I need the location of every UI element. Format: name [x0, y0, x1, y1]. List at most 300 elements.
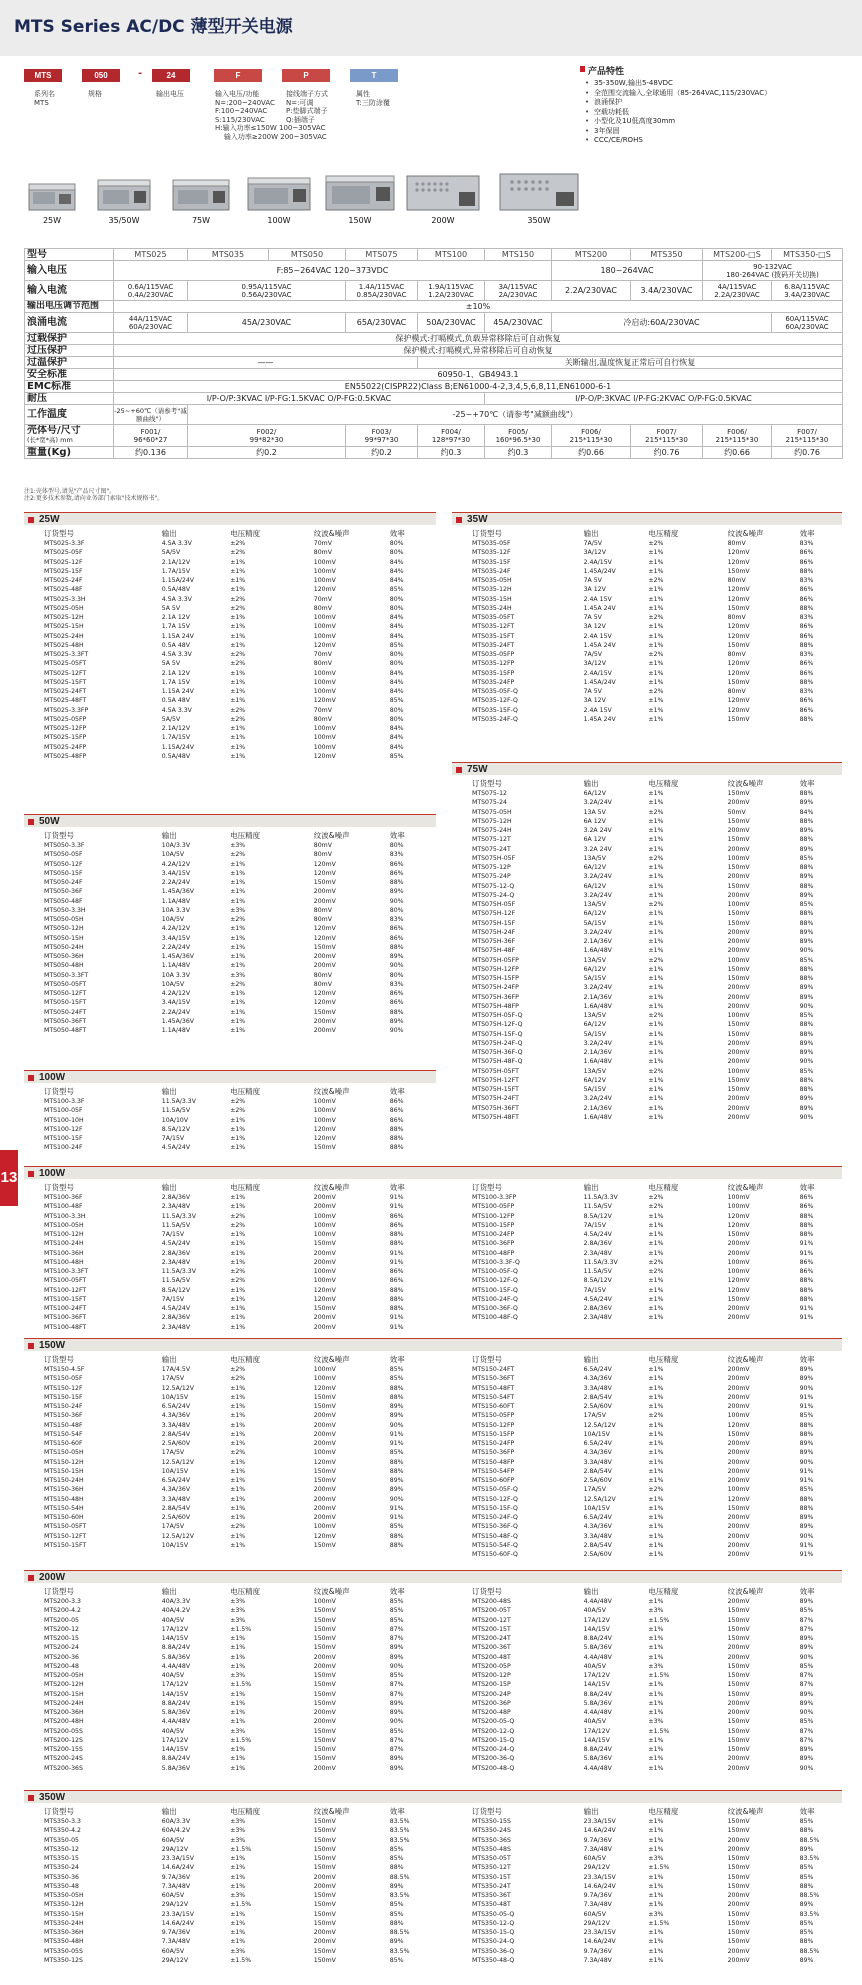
column-header: 电压精度	[648, 1807, 679, 1816]
table-cell: 150mV	[727, 641, 750, 649]
table-cell: 85%	[799, 1412, 814, 1420]
table-row	[472, 909, 832, 918]
column-header: 订货型号	[44, 529, 74, 538]
table-cell: 86%	[799, 623, 814, 631]
table-cell: 10A/15V	[583, 1504, 610, 1512]
table-cell: 85%	[799, 1864, 814, 1872]
table-cell: 8.5A/12V	[161, 1125, 191, 1133]
column-header: 订货型号	[44, 1807, 74, 1816]
table-cell: 83%	[799, 540, 814, 547]
table-cell: ±1%	[230, 1008, 246, 1016]
table-cell: MTS150-24F-Q	[472, 1514, 518, 1521]
table-cell: ±1%	[648, 558, 664, 566]
table-cell: 120mV	[727, 706, 750, 714]
spec-cell: EN55022(CISPR22)Class B;EN61000-4-2,3,4,5,6,8,11,EN61000-6-1	[114, 381, 843, 393]
table-cell: MTS200-48-Q	[472, 1764, 515, 1772]
table-cell: 200mV	[727, 1440, 750, 1447]
table-cell: 150mV	[727, 678, 750, 686]
table-cell: MTS075-24P	[472, 873, 511, 881]
table-row	[472, 1910, 832, 1919]
table-cell: ±1.5%	[648, 1672, 670, 1679]
table-row	[472, 604, 832, 613]
table-cell: 88%	[799, 1295, 814, 1303]
table-cell: MTS025-12FP	[44, 725, 87, 732]
table-cell: ±1%	[230, 1125, 246, 1133]
table-cell: 88%	[389, 1393, 404, 1401]
table-cell: 2.1A/12V	[161, 558, 191, 566]
table-header	[44, 526, 424, 539]
section-25w	[24, 512, 436, 792]
spec-row-inrush	[25, 313, 843, 333]
table-row	[44, 1690, 424, 1699]
spec-row-withstand	[25, 393, 843, 405]
column-header: 电压精度	[230, 1587, 261, 1596]
table-cell: 91%	[389, 1440, 404, 1447]
table-cell: 7A/15V	[583, 1286, 606, 1294]
table-cell: 60A/3.3V	[161, 1818, 191, 1825]
table-cell: MTS025-24FP	[44, 743, 87, 751]
table-cell: MTS025-05FP	[44, 715, 87, 723]
table-row	[44, 1193, 424, 1202]
table-cell: 13A/5V	[583, 1067, 606, 1075]
column-header: 输出	[161, 1587, 177, 1596]
table-cell: ±1.5%	[230, 1956, 252, 1964]
table-cell: ±1%	[230, 1764, 246, 1772]
table-row	[44, 1458, 424, 1467]
product-200w	[404, 170, 482, 225]
table-cell: 150mV	[313, 1947, 336, 1955]
spec-cell: 约0.3	[418, 447, 485, 459]
table-cell: 89%	[799, 938, 814, 945]
table-cell: 90%	[799, 1384, 814, 1392]
table-cell: 14.6A/24V	[583, 1882, 616, 1890]
column-header: 效率	[799, 529, 815, 538]
table-cell: MTS150-36H	[44, 1486, 84, 1494]
table-cell: 91%	[389, 1203, 404, 1211]
table-cell: 1.45A/36V	[161, 888, 194, 896]
table-cell: 2.1A 12V	[161, 669, 190, 677]
table-cell: ±1%	[648, 993, 664, 1001]
table-cell: ±3%	[648, 1662, 664, 1670]
table-cell: 88%	[389, 1384, 404, 1392]
spec-cell: 冷启动:60A/230VAC	[552, 313, 772, 333]
table-cell: 86%	[389, 1268, 404, 1275]
table-row	[472, 1845, 832, 1854]
table-cell: MTS075H-36F-Q	[472, 1049, 523, 1056]
table-cell: MTS075-12T	[472, 836, 511, 844]
table-cell: 150mV	[727, 1616, 750, 1624]
table-cell: 88%	[799, 1231, 814, 1238]
spec-label: 工作温度	[25, 405, 114, 425]
table-cell: 83%	[389, 916, 404, 923]
table-cell: 70mV	[313, 540, 332, 547]
table-cell: 3A/12V	[583, 549, 606, 557]
table-cell: 2.8A/36V	[161, 1249, 191, 1257]
column-header: 效率	[389, 1355, 405, 1364]
table-cell: 200mV	[727, 1393, 750, 1401]
spec-cell: 60950-1、GB4943.1	[114, 369, 843, 381]
table-cell: MTS200-05	[44, 1616, 79, 1624]
column-header: 纹波&噪声	[313, 529, 350, 538]
table-cell: 150mV	[727, 1030, 750, 1038]
table-cell: 14A/15V	[161, 1635, 189, 1642]
table-cell: 150mV	[313, 1644, 336, 1652]
table-cell: ±1%	[648, 1836, 664, 1844]
table-header	[44, 828, 424, 841]
table-cell: 2.3A/48V	[161, 1258, 191, 1266]
table-cell: 12.5A/12V	[583, 1421, 616, 1429]
table-cell: 100mV	[313, 669, 336, 677]
table-row	[44, 1836, 424, 1845]
spec-cell: 约0.66	[703, 447, 772, 459]
table-cell: ±1%	[648, 910, 664, 918]
table-row	[44, 1745, 424, 1754]
table-cell: 150mV	[313, 943, 336, 951]
table-row	[472, 1039, 832, 1048]
column-header: 输出	[161, 1807, 177, 1816]
table-row	[472, 1286, 832, 1295]
table-cell: 89%	[389, 1486, 404, 1494]
table-cell: 88%	[389, 1135, 404, 1142]
table-cell: MTS050-05F	[44, 851, 83, 859]
table-cell: 200mV	[727, 938, 750, 945]
table-row	[44, 1900, 424, 1909]
table-cell: ±1.5%	[230, 1901, 252, 1909]
table-cell: 10A/5V	[161, 980, 185, 988]
table-row	[44, 613, 424, 622]
table-cell: 13A 5V	[583, 808, 606, 816]
table-cell: ±1%	[230, 1644, 246, 1652]
table-cell: 1.15A/24V	[161, 743, 194, 751]
table-cell: 8.5A/12V	[583, 1277, 612, 1285]
table-cell: 150mV	[313, 1681, 336, 1689]
table-row	[472, 1873, 832, 1882]
table-cell: MTS075H-24F-Q	[472, 1039, 523, 1047]
order-table	[472, 776, 832, 1122]
table-cell: MTS350-48	[44, 1882, 79, 1890]
table-cell: 88%	[389, 1286, 404, 1294]
table-row	[472, 558, 832, 567]
table-cell: 80%	[389, 706, 404, 714]
table-cell: 6A/12V	[583, 1021, 606, 1029]
table-cell: 8.8A/24V	[583, 1635, 612, 1642]
table-cell: ±1%	[648, 604, 664, 612]
table-cell: 88%	[389, 1008, 404, 1016]
table-cell: MTS350-24T	[472, 1882, 511, 1890]
table-row	[44, 1513, 424, 1522]
table-cell: 4.4A/48V	[583, 1764, 612, 1772]
table-cell: ±1%	[648, 1249, 664, 1257]
table-cell: MTS100-36F	[44, 1194, 83, 1201]
table-cell: 80%	[389, 549, 404, 557]
table-cell: 13A/5V	[583, 1012, 606, 1019]
table-cell: MTS200-24H	[44, 1699, 84, 1707]
table-cell: 150mV	[313, 1240, 336, 1248]
table-row	[472, 1193, 832, 1202]
column-header: 纹波&噪声	[313, 1587, 350, 1596]
table-cell: 2.1A 12V	[161, 614, 190, 621]
table-cell: 150mV	[313, 1864, 336, 1872]
table-cell: MTS075H-05FT	[472, 1067, 519, 1075]
table-cell: ±2%	[648, 1203, 664, 1211]
spec-cell: 1.9A/115VAC 1.2A/230VAC	[418, 281, 485, 301]
table-cell: 200mV	[313, 1258, 336, 1266]
table-cell: ±1.5%	[230, 1625, 252, 1633]
spec-cell: 约0.136	[114, 447, 188, 459]
table-cell: 87%	[389, 1690, 404, 1698]
table-row	[472, 1230, 832, 1239]
table-cell: 80mV	[313, 916, 332, 923]
table-cell: 88%	[799, 1076, 814, 1084]
spec-cell: MTS025	[114, 249, 188, 261]
table-row	[472, 817, 832, 826]
spec-cell: 6.8A/115VAC 3.4A/230VAC	[772, 281, 843, 301]
table-cell: 120mV	[727, 595, 750, 603]
table-cell: 200mV	[727, 799, 750, 807]
table-cell: 84%	[389, 743, 404, 751]
table-cell: MTS025-24F	[44, 577, 83, 584]
table-cell: 150mV	[313, 1736, 336, 1744]
table-cell: MTS025-24H	[44, 632, 84, 640]
table-cell: 100mV	[313, 1268, 336, 1275]
table-cell: ±1%	[230, 1873, 246, 1881]
table-row	[44, 850, 424, 859]
spec-cell: -25~+70℃（请参考"减额曲线"）	[188, 405, 843, 425]
table-cell: 1.7A/15V	[161, 567, 191, 575]
table-cell: 89%	[389, 1644, 404, 1652]
table-row	[472, 1854, 832, 1863]
table-cell: ±2%	[230, 851, 246, 859]
table-row	[472, 1891, 832, 1900]
table-cell: MTS150-15F-Q	[472, 1504, 518, 1512]
table-cell: MTS100-36H	[44, 1249, 84, 1257]
table-cell: ±3%	[230, 1827, 246, 1835]
table-cell: MTS100-10H	[44, 1116, 84, 1124]
table-cell: MTS200-48S	[472, 1598, 511, 1605]
table-cell: MTS075-24-Q	[472, 891, 515, 899]
table-cell: MTS350-36S	[472, 1836, 511, 1844]
table-cell: 4.5A 3.3V	[161, 595, 192, 603]
table-cell: ±1%	[648, 1002, 664, 1010]
table-cell: MTS350-05	[44, 1836, 79, 1844]
table-cell: 89%	[799, 1440, 814, 1447]
table-cell: 50mV	[727, 808, 746, 816]
table-cell: 40A/5V	[583, 1718, 606, 1726]
table-cell: MTS050-3.3H	[44, 906, 86, 914]
table-cell: 90%	[799, 1113, 814, 1121]
table-cell: 3A 12V	[583, 697, 606, 705]
section-title: 100W	[39, 1072, 66, 1083]
spec-row-output-adjust	[25, 301, 843, 313]
table-cell: MTS350-12S	[44, 1956, 83, 1964]
table-cell: MTS200-12P	[472, 1672, 511, 1679]
table-cell: MTS050-24FT	[44, 1008, 87, 1016]
table-cell: MTS025-48FT	[44, 697, 87, 705]
table-cell: 120mV	[727, 1495, 750, 1503]
table-cell: MTS100-48F	[44, 1203, 83, 1211]
table-cell: ±1%	[648, 1221, 664, 1229]
table-cell: 150mV	[313, 1616, 336, 1624]
table-cell: 200mV	[727, 984, 750, 992]
caption-power: 规格	[88, 90, 102, 98]
table-row	[44, 1817, 424, 1826]
table-row	[44, 539, 424, 548]
table-cell: 150mV	[727, 1295, 750, 1303]
column-header: 纹波&噪声	[313, 1807, 350, 1816]
table-cell: MTS150-48F-Q	[472, 1532, 518, 1540]
table-cell: 85%	[389, 1855, 404, 1862]
table-cell: 87%	[389, 1681, 404, 1689]
table-cell: 84%	[389, 623, 404, 631]
table-cell: 5A/15V	[583, 919, 606, 927]
table-cell: ±1%	[648, 1440, 664, 1447]
power-supply-image	[324, 172, 396, 212]
table-cell: 89%	[389, 1938, 404, 1946]
column-header: 电压精度	[648, 1587, 679, 1596]
table-header	[44, 1084, 424, 1097]
table-cell: 6A/12V	[583, 910, 606, 918]
table-row	[472, 1076, 832, 1085]
table-cell: 200mV	[313, 1653, 336, 1661]
table-cell: 80%	[389, 660, 404, 668]
table-cell: MTS050-36F	[44, 888, 83, 896]
table-cell: 89%	[799, 1598, 814, 1605]
table-cell: 6A/12V	[583, 965, 606, 973]
table-cell: 89%	[799, 1049, 814, 1056]
table-cell: ±1%	[230, 990, 246, 997]
table-cell: ±1%	[230, 1412, 246, 1420]
table-cell: ±1%	[648, 1845, 664, 1853]
table-cell: 23.3A/15V	[583, 1818, 616, 1825]
table-cell: 10A/5V	[161, 916, 185, 923]
table-cell: ±1%	[648, 1938, 664, 1946]
table-row	[472, 1643, 832, 1652]
table-cell: 89%	[799, 984, 814, 992]
table-cell: MTS075H-48FT	[472, 1113, 519, 1121]
table-row	[472, 1411, 832, 1420]
table-cell: 88%	[389, 1144, 404, 1152]
table-header	[44, 1584, 424, 1597]
table-row	[472, 965, 832, 974]
table-cell: MTS150-54FP	[472, 1467, 515, 1475]
table-cell: 9.7A/36V	[161, 1873, 191, 1881]
table-cell: 85%	[799, 854, 814, 862]
table-cell: 4.4A/48V	[161, 1718, 191, 1726]
table-cell: MTS100-36FT	[44, 1314, 87, 1322]
table-cell: 120mV	[313, 752, 336, 760]
table-cell: 13A/5V	[583, 901, 606, 908]
table-row	[472, 595, 832, 604]
table-cell: MTS200-48P	[472, 1709, 511, 1716]
table-cell: 2.3A/48V	[583, 1314, 612, 1322]
table-row	[472, 1495, 832, 1504]
table-cell: 150mV	[313, 1901, 336, 1909]
table-row	[44, 743, 424, 752]
table-cell: ±1%	[230, 632, 246, 640]
table-cell: 40A/3.3V	[161, 1598, 191, 1605]
table-row	[44, 1249, 424, 1258]
table-cell: 40A/4.2V	[161, 1607, 191, 1615]
table-cell: ±2%	[230, 1098, 246, 1105]
table-cell: 83.5%	[389, 1836, 410, 1844]
table-cell: ±1%	[230, 1755, 246, 1763]
table-cell: 85%	[799, 901, 814, 908]
table-row	[472, 1085, 832, 1094]
table-cell: 3.2A 24V	[583, 827, 612, 834]
table-cell: 100mV	[313, 734, 336, 742]
model-code-series: MTS	[24, 69, 62, 82]
table-cell: MTS035-12FT	[472, 623, 515, 631]
table-row	[44, 1937, 424, 1946]
table-cell: 2.8A/54V	[161, 1504, 191, 1512]
table-cell: ±1%	[648, 1449, 664, 1457]
spec-cell: I/P-O/P:3KVAC I/P-FG:2KVAC O/P-FG:0.5KVAC	[485, 393, 843, 405]
table-cell: 83%	[799, 651, 814, 658]
table-cell: 100mV	[313, 1098, 336, 1105]
table-cell: 17A/5V	[161, 1449, 185, 1457]
section-marker	[28, 1795, 34, 1801]
table-row	[44, 1467, 424, 1476]
table-cell: 11.5A/3.3V	[161, 1212, 196, 1220]
table-cell: 2.2A/24V	[161, 943, 191, 951]
order-table	[44, 1584, 424, 1773]
table-cell: 86%	[389, 1098, 404, 1105]
table-cell: ±1%	[648, 715, 664, 723]
table-cell: ±1%	[230, 1194, 246, 1201]
column-header: 电压精度	[230, 1087, 261, 1096]
table-cell: 150mV	[727, 604, 750, 612]
table-cell: 6A 12V	[583, 817, 606, 825]
table-cell: 4.3A/36V	[161, 1486, 191, 1494]
table-row	[44, 1532, 424, 1541]
table-cell: MTS200-15-Q	[472, 1736, 515, 1744]
table-row	[44, 1863, 424, 1872]
table-cell: ±1%	[648, 891, 664, 899]
table-header	[472, 1352, 832, 1365]
table-row	[44, 1653, 424, 1662]
table-cell: MTS035-15F-Q	[472, 706, 518, 714]
table-row	[472, 1458, 832, 1467]
table-cell: 150mV	[313, 1699, 336, 1707]
table-cell: 86%	[799, 1203, 814, 1211]
table-cell: 11.5A/5V	[161, 1277, 191, 1285]
order-table	[44, 1804, 424, 1965]
table-cell: ±1%	[648, 1644, 664, 1652]
table-cell: 200mV	[727, 1541, 750, 1549]
table-cell: 3.2A/24V	[583, 928, 612, 936]
table-cell: ±1%	[648, 965, 664, 973]
table-row	[44, 1873, 424, 1882]
table-cell: 85%	[389, 1910, 404, 1918]
table-cell: MTS200-36T	[472, 1644, 511, 1652]
table-cell: 5A/15V	[583, 1030, 606, 1038]
table-cell: 80mV	[313, 906, 332, 914]
table-cell: 89%	[389, 1882, 404, 1890]
table-cell: 86%	[389, 1107, 404, 1115]
table-cell: 90%	[389, 1662, 404, 1670]
table-cell: 17A/5V	[161, 1375, 185, 1383]
table-row	[44, 897, 424, 906]
spec-row-overtemp	[25, 357, 843, 369]
table-cell: 200mV	[727, 1514, 750, 1521]
table-row	[472, 1532, 832, 1541]
table-cell: ±2%	[230, 916, 246, 923]
table-cell: MTS100-12FP	[472, 1212, 515, 1220]
table-cell: 150mV	[313, 1403, 336, 1410]
table-cell: 88%	[799, 1421, 814, 1429]
table-cell: MTS025-3.3F	[44, 540, 85, 547]
table-cell: 7A 5V	[583, 577, 602, 584]
